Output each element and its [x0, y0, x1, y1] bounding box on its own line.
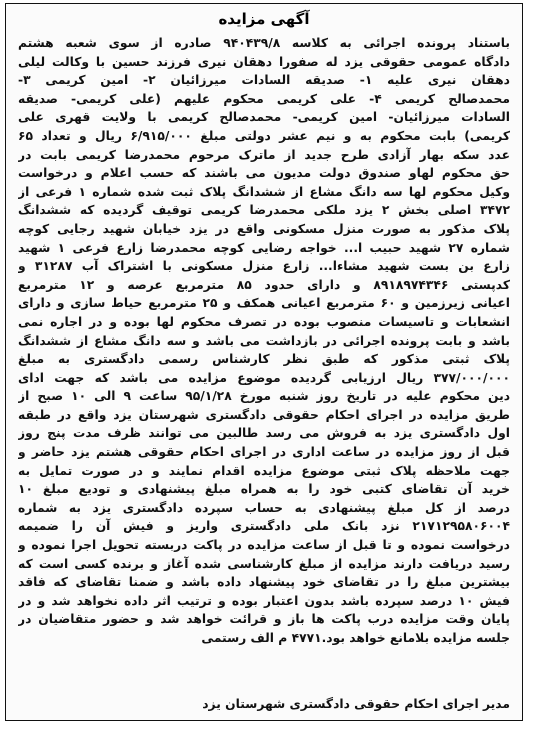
notice-text-line: زارع بن بست شهید مشاءا... زارع منزل مسکونی با اشتراک آب ۳۱۲۸۷ و [18, 259, 510, 274]
notice-text-line: پلاک مذکور به صورت منزل مسکونی واقع در یزد خیابان شهید رجایی کوچه [18, 221, 510, 236]
notice-text-line: ۳۷۷/۰۰۰/۰۰۰ ریال ارزیابی گردیده موضوع مزایده می باشد که جهت ادای [18, 370, 510, 385]
notice-body [18, 34, 510, 648]
notice-text-line: السادات میرزائیان- امین کریمی- محمدصالح کریمی با ولایت قهری علی [18, 110, 510, 125]
notice-text-line: فیش ۱۰ درصد سپرده باشد بدون اعتبار بوده و ترتیب اثر داده نخواهد شد و در [18, 593, 510, 608]
notice-text-line: محمدصالح کریمی ۴- علی کریمی محکوم علیهم (علی کریمی- صدیقه [18, 91, 510, 106]
notice-text-line: بیشترین مبلغ را در تقاضای خود پیشنهاد داده باشد و ضمنا تقاضای که فاقد [18, 575, 510, 590]
notice-text-line: درخواست نموده و تا قبل از ساعت مزایده در پاکت دربسته تحویل اجرا نموده و [18, 538, 510, 553]
notice-text-line: دادگاه عمومی حقوقی یزد له صفورا دهقان نیری فرزند حسین با وکالت لیلی [18, 54, 510, 69]
notice-text-line: قبل از روز مزایده در ساعت اداری در اجرای احکام حقوقی هشتم یزد حاضر و [18, 445, 510, 460]
notice-signature: مدیر اجرای احکام حقوقی دادگستری شهرستان یزد [202, 697, 510, 711]
notice-text-line: کدپستی ۸۹۱۸۹۷۴۳۴۶ و دارای حدود ۸۵ مترمربع عرصه و ۱۲ مترمربع [18, 277, 510, 292]
notice-text-line: اعیانی زیرزمین و ۶۰ مترمربع اعیانی همکف و ۲۵ مترمربع حیاط سازی و دارای [18, 296, 510, 311]
notice-text-line: انشعابات و تاسیسات منصوب بوده در تصرف محکوم لها بوده و در اجاره نمی [18, 314, 510, 329]
notice-text-line: جلسه مزایده بلامانع خواهد بود.۴۷۷۱ م الف رستمی [201, 631, 510, 645]
notice-text-line: ۳۴۷۲ اصلی بخش ۲ یزد ملکی محمدرضا کریمی توقیف گردیده که ششدانگ [18, 203, 510, 218]
notice-text-line: کریمی) بابت محکوم به و نیم عشر دولتی مبلغ ۶/۹۱۵/۰۰۰ ریال و تعداد ۶۵ [18, 128, 510, 143]
notice-text-line: درصد از کل مبلغ پیشنهادی به حساب سپرده دادگستری یزد به شماره [18, 500, 510, 515]
notice-text-line: وکیل محکوم لها سه دانگ مشاع از ششدانگ پلاک ثبت شده شماره ۱ فرعی از [18, 184, 510, 199]
notice-text-line: حق محکوم لهاو صندوق دولت مدیون می باشند که حسب اعلام و درخواست [18, 166, 510, 181]
notice-text-line: جهت ملاحظه پلاک ثبتی موضوع مزایده اقدام نمایند و در صورت تمایل به [18, 463, 510, 478]
auction-notice [5, 3, 523, 721]
notice-text-line: پایان وقت مزایده درب پاکت ها باز و قرائت خواهد شد و حضور متقاضیان در [18, 612, 510, 627]
notice-text-line: دین محکوم علیه در تاریخ روز شنبه مورخ ۹۵/۱/۲۸ ساعت ۹ الی ۱۰ صبح از [18, 389, 510, 404]
notice-text-line: طریق مزایده در اجرای احکام حقوقی دادگستری شهرستان یزد واقع در طبقه [18, 407, 510, 422]
notice-text-line: باستناد پرونده اجرائی به کلاسه ۹۴۰۴۳۹/۸ صادره از سوی شعبه هشتم [18, 36, 510, 50]
notice-text-line: باشد و بابت پرونده اجرائی در بازداشت می باشد و سه دانگ مشاع از ششدانگ [18, 333, 510, 348]
notice-text-line: عدد سکه بهار آزادی طرح جدید از ماترک مرحوم محمدرضا کریمی بابت در [18, 147, 510, 162]
notice-text-line: خرید آن تقاضای کتبی خود را به همراه مبلغ پیشنهادی و تودیع مبلغ ۱۰ [18, 482, 510, 497]
notice-text-line: شماره ۲۷ شهید حبیب ا... خواجه رضایی کوچه محمدرضا زارع فرعی ۱ شهید [18, 240, 510, 255]
notice-text-line: اول دادگستری یزد به فروش می رسد طالبین می توانند ظرف مدت پنج روز [18, 426, 510, 441]
notice-text-line: ۲۱۷۱۲۹۵۸۰۶۰۰۴ نزد بانک ملی دادگستری واریز و فیش آن را ضمیمه [18, 519, 510, 534]
notice-title: آگهی مزایده [218, 10, 310, 28]
notice-text-line: دهقان نیری علیه ۱- صدیقه السادات میرزائیان ۲- امین کریمی ۳- [18, 73, 510, 88]
notice-text-line: پلاک ثبتی مذکور که طبق نظر کارشناس رسمی دادگستری به مبلغ [18, 352, 510, 367]
notice-text-line: رسید دریافت دارند مزایده از مبلغ کارشناسی شده آغاز و برنده کسی است که [18, 556, 510, 571]
